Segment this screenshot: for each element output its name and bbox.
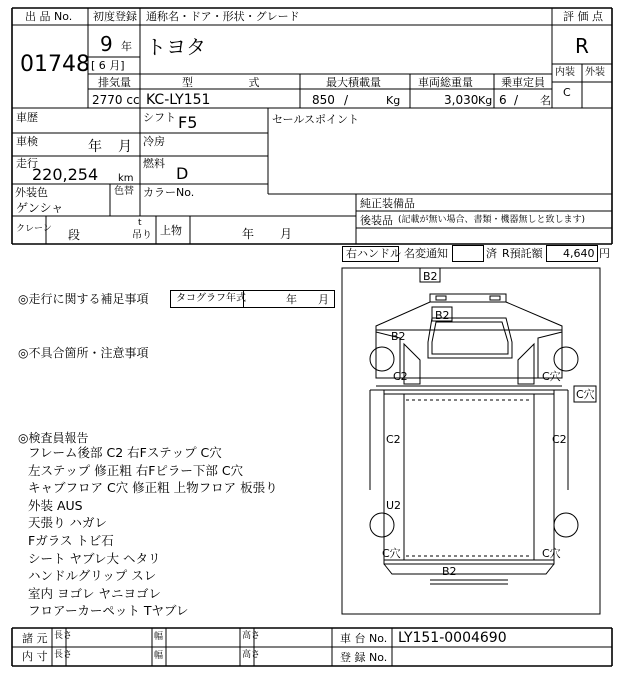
interior-grade: C — [563, 86, 571, 99]
max-load: 850 — [312, 93, 335, 107]
gross-weight-unit: Kg — [478, 94, 493, 107]
name-label: 通称名・ドア・形状・グレード — [146, 10, 300, 23]
tacho-year: 年 — [286, 293, 297, 306]
grade-label: 評 価 点 — [563, 10, 603, 23]
footer-length-label-2: 長さ — [54, 650, 73, 660]
report-line: 室内 ヨゴレ ヤニヨゴレ — [28, 585, 161, 601]
lot-no: 01748 — [20, 52, 90, 77]
crane-stage: 段 — [68, 228, 81, 242]
reg-no-label: 登 録 No. — [340, 651, 388, 664]
damage-b2-left: B2 — [391, 330, 406, 343]
capacity: 6 — [499, 93, 507, 107]
max-load-slash: / — [344, 93, 349, 107]
tacho-month: 月 — [318, 293, 329, 306]
car-name: トヨタ — [146, 35, 206, 59]
recycle-label: R預託額 — [502, 247, 543, 260]
lot-no-label: 出 品 No. — [25, 10, 73, 23]
grade-value: R — [575, 34, 589, 58]
footer-dims-label: 内 寸 — [22, 650, 48, 663]
defects-title: ◎不具合箇所・注意事項 — [18, 346, 149, 360]
recycle-mark: 済 — [486, 247, 497, 260]
shift-label: シフト — [143, 111, 176, 124]
footer-items-label: 諸 元 — [22, 632, 48, 645]
damage-c-hole-rear-right: C穴 — [542, 547, 561, 560]
crane-ton: t — [138, 218, 142, 228]
supplement-title: ◎走行に関する補足事項 — [18, 292, 149, 306]
recycle-unit: 円 — [599, 247, 610, 260]
tachograph-label: タコグラフ年式 — [176, 293, 246, 304]
report-line: 左ステップ 修正粗 右Fピラー下部 C穴 — [28, 462, 244, 478]
exterior-label: 外装 — [585, 67, 605, 78]
bed-year: 年 — [242, 227, 255, 241]
damage-c2-frame-right: C2 — [552, 433, 567, 446]
chassis-no: LY151-0004690 — [398, 630, 507, 646]
damage-c2-left-cab: C2 — [393, 370, 408, 383]
damage-c-hole-outside: C穴 — [576, 388, 595, 401]
gross-weight: 3,030 — [444, 93, 479, 107]
damage-c2-frame-left: C2 — [386, 433, 401, 446]
history-label: 車歴 — [16, 111, 38, 124]
report-line: シート ヤブレ大 ヘタリ — [28, 550, 161, 566]
damage-b2-bottom: B2 — [442, 565, 457, 578]
color-change-label: 色替 — [114, 186, 134, 197]
bed-month: 月 — [280, 227, 293, 241]
report-line: フレーム後部 C2 右Fステップ C穴 — [28, 445, 222, 460]
inspection-label: 車検 — [16, 135, 38, 148]
report-line: キャブフロア C穴 修正粗 上物フロア 板張り — [28, 480, 278, 496]
model: KC-LY151 — [146, 92, 211, 108]
ext-color-value: ゲンシャ — [16, 201, 64, 215]
mileage-label: 走行 — [16, 157, 38, 170]
displacement-label: 排気量 — [98, 76, 131, 89]
first-reg-label: 初度登録 — [93, 10, 137, 23]
mileage-unit: km — [118, 173, 134, 184]
capacity-slash: / — [514, 93, 519, 107]
name-change-label: 名変通知 — [404, 247, 448, 260]
interior-label: 内装 — [555, 67, 575, 78]
report-title: ◎検査員報告 — [18, 431, 89, 445]
footer-height-label-2: 高さ — [242, 650, 261, 660]
fuel-value: D — [176, 164, 189, 183]
damage-u2-left: U2 — [386, 499, 402, 512]
damage-b2-cab: B2 — [435, 309, 450, 322]
displacement: 2770 cc — [92, 93, 140, 107]
report-line: 外装 AUS — [28, 497, 83, 513]
first-reg-month: [ 6 月] — [91, 59, 125, 72]
chassis-label: 車 台 No. — [340, 632, 388, 645]
crane-label: クレーン — [16, 224, 52, 234]
model-label: 型 式 — [182, 76, 286, 89]
gross-weight-label: 車両総重量 — [418, 76, 473, 89]
damage-c-hole-rear-left: C穴 — [382, 547, 401, 560]
report-line: ハンドルグリップ スレ — [28, 568, 157, 584]
first-reg-year-unit: 年 — [121, 40, 132, 53]
handle-label: 右ハンドル — [346, 247, 401, 260]
aftermarket-label: 後装品 — [360, 214, 393, 227]
aftermarket-note: (記載が無い場合、書類・機器無しと致します) — [398, 215, 586, 225]
footer-length-label-1: 長さ — [54, 631, 73, 641]
capacity-label: 乗車定員 — [501, 76, 545, 89]
footer-height-label-1: 高さ — [242, 631, 261, 641]
name-change-box — [452, 245, 484, 262]
first-reg-year: 9 — [100, 32, 113, 56]
footer-width-label-2: 幅 — [154, 651, 164, 661]
report-line: 天張り ハガレ — [28, 515, 107, 531]
mileage-value: 220,254 — [32, 165, 99, 184]
fuel-label: 燃料 — [143, 157, 165, 170]
ext-color-label: 外装色 — [15, 186, 48, 199]
inspection-month: 月 — [118, 139, 132, 155]
report-line: フロアーカーペット Tヤブレ — [28, 603, 189, 619]
footer-width-label-1: 幅 — [154, 632, 164, 642]
capacity-unit: 名 — [540, 94, 551, 107]
sales-point-label: セールスポイント — [272, 113, 360, 126]
bed-label: 上物 — [160, 224, 182, 237]
inspection-year: 年 — [88, 139, 102, 155]
max-load-label: 最大積載量 — [326, 76, 381, 89]
shift-value: F5 — [178, 113, 198, 132]
damage-c-hole-right-cab: C穴 — [542, 370, 561, 383]
crane-hook: 吊り — [132, 230, 152, 241]
recycle-amount: 4,640 — [563, 247, 595, 260]
genuine-equip-label: 純正装備品 — [360, 197, 415, 210]
cooling-label: 冷房 — [143, 135, 165, 148]
color-code-label: カラーNo. — [143, 186, 195, 199]
damage-b2-top: B2 — [423, 270, 438, 283]
max-load-unit: Kg — [386, 94, 401, 107]
report-line: Fガラス トビ石 — [28, 533, 114, 548]
